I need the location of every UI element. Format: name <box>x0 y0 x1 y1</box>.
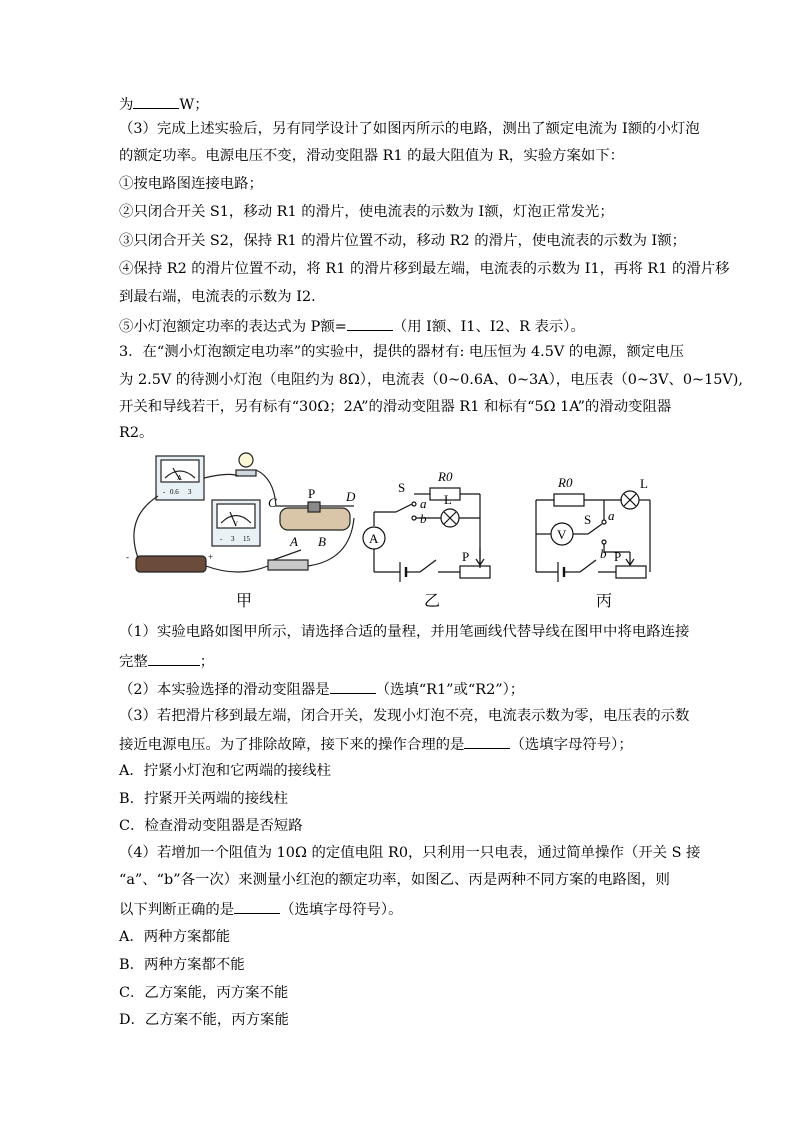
text-line-3: 的额定功率。电源电压不变，滑动变阻器 R1 的最大阻值为 R，实验方案如下： <box>119 148 625 164</box>
terminal-C: C <box>268 495 277 510</box>
text-line-6: ③只闭合开关 S2，保持 R1 的滑片位置不动，移动 R2 的滑片，使电流表的示数为 I额； <box>119 233 687 249</box>
wire-2 <box>204 474 238 478</box>
yi-contact-b <box>412 516 416 520</box>
voltmeter-scale-minus: - <box>220 535 223 543</box>
bulb-base <box>236 470 256 476</box>
bulb-icon <box>239 453 253 467</box>
rheostat-slider <box>308 502 320 512</box>
text-line-23: “a”、“b”各一次）来测量小红泡的额定功率，如图乙、丙是两种不同方案的电路图，则 <box>119 872 670 888</box>
text-line-28: D．乙方案不能，丙方案能 <box>119 1012 289 1028</box>
text-line-2: （3）完成上述实验后，另有同学设计了如图丙所示的电路，测出了额定电流为 I额的小灯泡 <box>119 121 700 137</box>
bing-contact-a <box>602 520 606 524</box>
answer-blank-6[interactable] <box>234 898 280 914</box>
bing-P-label: P <box>614 549 622 564</box>
yi-switch-blade <box>396 504 412 512</box>
yi-rheostat <box>460 566 490 578</box>
wire-4 <box>206 566 268 572</box>
text-line-12: 开关和导线若干，另有标有“30Ω；2A”的滑动变阻器 R1 和标有“5Ω 1A”的滑动变阻器 <box>119 399 672 415</box>
yi-b-label: b <box>420 511 427 526</box>
text-line-4: ①按电路图连接电路； <box>119 176 263 192</box>
caption-bing: 丙 <box>596 593 613 610</box>
text-line-18: 接近电源电压。为了排除故障，接下来的操作合理的是 （选填字母符号）； <box>119 733 633 755</box>
text-line-8: 到最右端，电流表的示数为 I2. <box>119 289 316 305</box>
bing-V-label: V <box>557 527 567 542</box>
ammeter-scale-06: 0.6 <box>170 488 179 496</box>
text-line-21: C．检查滑动变阻器是否短路 <box>119 818 303 834</box>
text-line-24: 以下判断正确的是 （选填字母符号）。 <box>119 898 402 920</box>
text-line-26: B．两种方案都不能 <box>119 957 245 973</box>
text-line-5: ②只闭合开关 S1，移动 R1 的滑片，使电流表的示数为 I额，灯泡正常发光； <box>119 204 614 220</box>
bing-a-label: a <box>608 508 615 523</box>
switch-base <box>268 560 308 570</box>
figure-bing <box>536 475 650 610</box>
terminal-A: A <box>290 534 298 549</box>
bing-contact-b <box>602 540 606 544</box>
battery-minus: - <box>126 552 129 562</box>
yi-contact-a <box>412 502 416 506</box>
terminal-B: B <box>318 534 326 549</box>
text-line-27: C．乙方案能，丙方案不能 <box>119 985 289 1001</box>
text-line-22: （4）若增加一个阻值为 10Ω 的定值电阻 R0，只利用一只电表，通过简单操作（开关 S 接 <box>119 845 701 861</box>
circuit-figure <box>118 448 678 618</box>
figure-jia <box>126 453 356 610</box>
text-line-20: B．拧紧开关两端的接线柱 <box>119 791 288 807</box>
text-line-13: R2。 <box>119 425 154 441</box>
answer-blank-5[interactable] <box>464 733 510 749</box>
text-line-1: 为 W； <box>119 93 209 115</box>
text-line-16: （2）本实验选择的滑动变阻器是 （选填“R1”或“R2”）； <box>119 678 524 700</box>
caption-jia: 甲 <box>236 593 253 610</box>
text-line-11: 为 2.5V 的待测小灯泡（电阻约为 8Ω），电流表（0~0.6A、0~3A），电压表（0~3V、0~15V), <box>119 372 743 388</box>
text-line-17: （3）若把滑片移到最左端，闭合开关，发现小灯泡不亮，电流表示数为零，电压表的示数 <box>119 708 690 724</box>
bing-b-label: b <box>600 546 607 561</box>
answer-blank-3[interactable] <box>148 650 200 666</box>
text-line-14: （1）实验电路如图甲所示，请选择合适的量程，并用笔画线代替导线在图甲中将电路连接 <box>119 624 690 640</box>
figure-yi <box>363 469 490 610</box>
terminal-D: D <box>346 489 356 504</box>
answer-blank-1[interactable] <box>133 93 179 109</box>
yi-a-label: a <box>420 496 427 511</box>
text-line-15: 完整 ； <box>119 650 214 672</box>
yi-P-label: P <box>462 549 470 564</box>
wire-1 <box>134 496 158 558</box>
voltmeter-letter: V <box>233 520 239 528</box>
yi-L-label: L <box>444 492 452 507</box>
answer-blank-2[interactable] <box>347 315 393 331</box>
text-line-10: 3．在“测小灯泡额定电功率”的实验中，提供的器材有: 电压恒为 4.5V 的电源，额定电压 <box>119 344 685 360</box>
yi-A-label: A <box>369 531 379 546</box>
yi-R0-label: R0 <box>438 469 453 484</box>
terminal-P: P <box>308 486 316 501</box>
text-line-25: A．两种方案都能 <box>119 929 231 945</box>
text-line-19: A．拧紧小灯泡和它两端的接线柱 <box>119 763 331 779</box>
ammeter-scale-minus: - <box>163 488 166 496</box>
yi-S-label: S <box>398 480 406 495</box>
voltmeter-scale-15: 15 <box>243 535 250 543</box>
voltmeter-scale-3: 3 <box>231 535 235 543</box>
bing-R0-resistor <box>554 494 584 506</box>
switch-lever <box>273 550 301 560</box>
text-line-9: ⑤小灯泡额定功率的表达式为 P额= （用 I额、I1、I2、R 表示）。 <box>119 315 585 337</box>
bing-L-label: L <box>640 476 648 491</box>
battery-pack <box>136 556 206 572</box>
ammeter-letter: A <box>177 474 183 482</box>
bing-S-label: S <box>584 512 592 527</box>
bing-R0-label: R0 <box>558 475 573 490</box>
ammeter-scale-3: 3 <box>188 488 192 496</box>
caption-yi: 乙 <box>424 593 441 610</box>
bing-main-switch <box>580 560 596 572</box>
yi-main-switch <box>420 560 436 572</box>
answer-blank-4[interactable] <box>330 678 376 694</box>
text-line-7: ④保持 R2 的滑片位置不动，将 R1 的滑片移到最左端，电流表的示数为 I1，再将 R1 的滑片移 <box>119 261 730 277</box>
bing-rheostat <box>616 566 646 578</box>
battery-plus: + <box>208 552 214 562</box>
